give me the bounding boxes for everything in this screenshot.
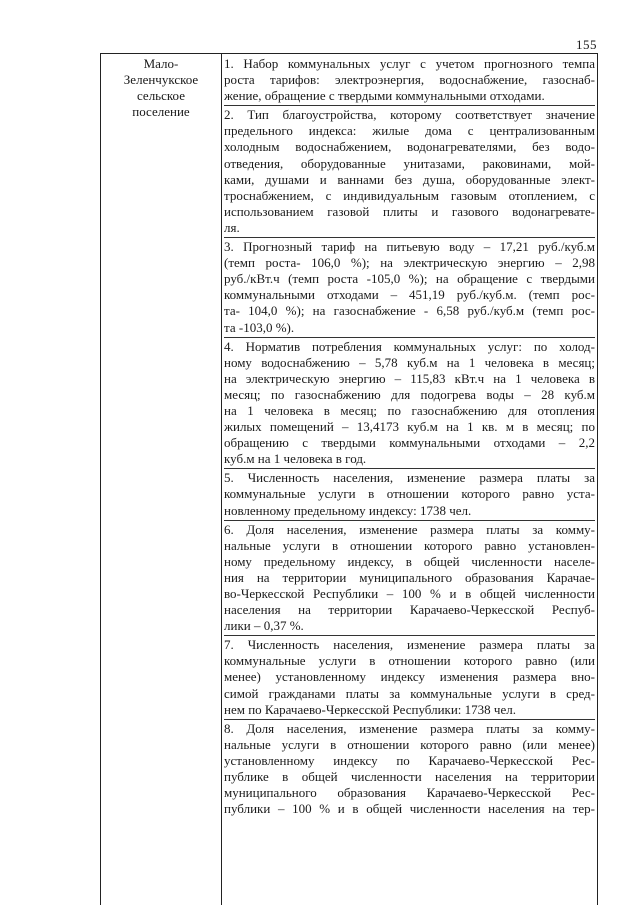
text-line: холодным водоснабжением, водонагревателями, без водо- — [224, 139, 595, 155]
settlement-name-line: сельское — [137, 88, 185, 103]
settlement-name-line: поселение — [132, 104, 190, 119]
text-line: месяц; по газоснабжению для подогрева воды – 28 куб.м — [224, 386, 595, 402]
text-line: муниципального образования Карачаево-Черкесской Рес- — [224, 785, 595, 801]
text-line: публики – 100 % и в общей численности населения на тер- — [224, 801, 595, 817]
text-line: на 1 человека в месяц; по газоснабжению для отопления — [224, 402, 595, 418]
indicators-cell — [224, 56, 595, 819]
document-table — [100, 53, 598, 905]
indicator-paragraph — [224, 56, 595, 106]
text-line: 2. Тип благоустройства, которому соответствует значение — [224, 107, 595, 123]
settlement-name-line: Мало- — [143, 56, 179, 71]
indicator-paragraph — [224, 522, 595, 637]
text-line: во-Черкесской Республики – 100 % и в общей численности — [224, 586, 595, 601]
text-line: 3. Прогнозный тариф на питьевую воду – 17,21 руб./куб.м — [224, 239, 595, 255]
text-line: ному предельному индексу, в общей численности населе- — [224, 553, 595, 569]
text-line: лики – 0,37 %. — [224, 618, 304, 634]
indicator-paragraph — [224, 239, 595, 338]
text-line: куб.м на 1 человека в год. — [224, 451, 367, 467]
text-line: симой гражданами платы за коммунальные услуги в сред- — [224, 685, 595, 701]
text-line: нальные услуги в отношении которого равно установлен- — [224, 537, 595, 553]
text-line: та -103,0 %). — [224, 319, 295, 335]
settlement-name-cell — [101, 56, 221, 120]
text-line: нем по Карачаево-Черкесской Республики: 1738 чел. — [224, 701, 516, 717]
page-number: 155 — [576, 37, 597, 52]
indicator-paragraph — [224, 721, 595, 819]
text-line: (темп роста- 106,0 %); на электрическую энергию – 2,98 — [224, 255, 595, 271]
text-line: 1. Набор коммунальных услуг с учетом прогнозного темпа — [224, 56, 595, 71]
text-line: жилых помещений – 13,4173 куб.м на 1 кв. м в месяц; по — [224, 419, 595, 435]
text-line: 8. Доля населения, изменение размера платы за комму- — [224, 720, 595, 736]
text-line: руб./кВт.ч (темп роста -105,0 %); на обращение с твердыми — [224, 271, 595, 287]
text-line: 7. Численность населения, изменение размера платы за — [224, 637, 595, 653]
text-line: менее) установленному индексу изменения размера вно- — [224, 669, 595, 685]
text-line: использованием газовой плиты и газового водонагревате- — [224, 203, 595, 219]
text-line: 5. Численность населения, изменение размера платы за — [224, 470, 595, 486]
indicator-paragraph — [224, 470, 595, 520]
text-line: ля. — [224, 219, 240, 235]
text-line: 6. Доля населения, изменение размера платы за комму- — [224, 521, 595, 537]
text-line: ному водоснабжению – 5,78 куб.м на 1 человека в месяц; — [224, 354, 595, 370]
text-line: нальные услуги в отношении которого равно (или менее) — [224, 736, 595, 752]
text-line: троснабжением, с индивидуальным газовым отоплением, с — [224, 187, 595, 203]
settlement-name-line: Зеленчукское — [123, 72, 199, 87]
text-line: на электрическую энергию – 115,83 кВт.ч на 1 человека в — [224, 370, 595, 386]
text-line: публике в общей численности населения на территории — [224, 769, 595, 785]
text-line: обращению с твердыми коммунальными отходами – 2,2 — [224, 435, 595, 451]
text-line: жение, обращение с твердыми коммунальными отходами. — [224, 88, 545, 104]
column-divider — [221, 54, 222, 905]
text-line: коммунальные услуги в отношении которого равно уста- — [224, 486, 595, 502]
text-line: ками, душами и ваннами без душа, оборудованные элект- — [224, 171, 595, 187]
text-line: коммунальными отходами – 451,19 руб./куб.м. (темп рос- — [224, 287, 595, 303]
text-line: установленному индексу по Карачаево-Черкесской Рес- — [224, 752, 595, 768]
text-line: ния на территории муниципального образования Карачае- — [224, 569, 595, 585]
text-line: населения на территории Карачаево-Черкесской Респуб- — [224, 602, 595, 618]
text-line: предельного индекса: жилые дома с централизованным — [224, 123, 595, 139]
text-line: новленному предельному индексу: 1738 чел. — [224, 502, 472, 518]
indicator-paragraph — [224, 339, 595, 470]
text-line: коммунальные услуги в отношении которого равно (или — [224, 653, 595, 669]
indicator-paragraph — [224, 637, 595, 719]
indicator-paragraph — [224, 107, 595, 238]
text-line: роста тарифов: электроэнергия, водоснабжение, газоснаб- — [224, 72, 595, 88]
text-line: 4. Норматив потребления коммунальных услуг: по холод- — [224, 338, 595, 354]
text-line: отведения, оборудованные унитазами, раковинами, мой- — [224, 155, 595, 171]
text-line: та- 104,0 %); на газоснабжение - 6,58 руб./куб.м (темп рос- — [224, 303, 595, 319]
